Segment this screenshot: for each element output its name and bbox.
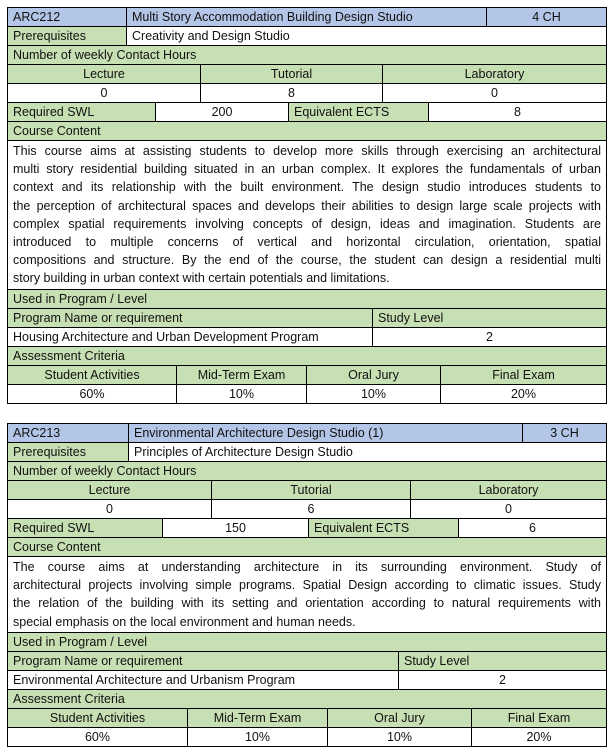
midterm-value: 10% xyxy=(188,728,328,746)
content-row xyxy=(7,141,607,290)
swl-row xyxy=(7,103,607,122)
prerequisites-label: Prerequisites xyxy=(8,443,129,461)
course-content-text xyxy=(8,557,606,632)
lecture-header: Lecture xyxy=(8,481,212,499)
content-line: architectural projects involving simple programs. Spatial Design according to climatic issues. Study xyxy=(13,578,601,593)
tutorial-value: 8 xyxy=(201,84,383,102)
contact-hours-label: Number of weekly Contact Hours xyxy=(8,462,606,480)
swl-label: Required SWL xyxy=(8,103,156,121)
program-name-header: Program Name or requirement xyxy=(8,652,399,670)
oral-jury-value: 10% xyxy=(328,728,472,746)
assessment-header-row xyxy=(7,709,607,728)
assessment-label-row xyxy=(7,347,607,366)
laboratory-header: Laboratory xyxy=(411,481,606,499)
prerequisites-value: Creativity and Design Studio xyxy=(127,27,606,45)
contact-hours-values-row xyxy=(7,84,607,103)
credit-hours: 4 CH xyxy=(487,8,606,26)
swl-label: Required SWL xyxy=(8,519,163,537)
ects-value: 6 xyxy=(459,519,606,537)
content-line: the relation of the building with its setting and orientation according to natural requirements with xyxy=(13,596,601,611)
laboratory-value: 0 xyxy=(411,500,606,518)
program-name: Environmental Architecture and Urbanism Program xyxy=(8,671,399,689)
laboratory-value: 0 xyxy=(383,84,606,102)
program-header-row xyxy=(7,309,607,328)
content-line: story building in urban context with certain potentials and limitations. xyxy=(13,271,390,286)
content-line: multi story residential building situated in an urban complex. It explores the fundamentals of urban xyxy=(13,162,601,177)
program-name-header: Program Name or requirement xyxy=(8,309,373,327)
assessment-criteria-label: Assessment Criteria xyxy=(8,347,606,365)
ects-value: 8 xyxy=(429,103,606,121)
title-row xyxy=(7,7,607,27)
program-values-row xyxy=(7,328,607,347)
final-exam-header: Final Exam xyxy=(441,366,606,384)
course-title: Environmental Architecture Design Studio (1) xyxy=(129,424,523,442)
ects-label: Equivalent ECTS xyxy=(289,103,429,121)
contact-hours-header-row xyxy=(7,481,607,500)
contact-hours-label: Number of weekly Contact Hours xyxy=(8,46,606,64)
prerequisites-row xyxy=(7,27,607,46)
program-values-row xyxy=(7,671,607,690)
final-exam-value: 20% xyxy=(441,385,606,403)
midterm-header: Mid-Term Exam xyxy=(188,709,328,727)
credit-hours: 3 CH xyxy=(523,424,606,442)
lecture-value: 0 xyxy=(8,500,212,518)
content-line: This course aims at assisting students to develop more skills through exercising an architectural xyxy=(13,144,601,158)
study-level: 2 xyxy=(399,671,606,689)
contact-hours-values-row xyxy=(7,500,607,519)
content-line: context and its relationship with the built environment. The design studio introduces students to xyxy=(13,180,601,195)
assessment-values-row xyxy=(7,728,607,747)
prerequisites-value: Principles of Architecture Design Studio xyxy=(129,443,606,461)
lecture-header: Lecture xyxy=(8,65,201,83)
course-content-label: Course Content xyxy=(8,122,606,140)
tutorial-header: Tutorial xyxy=(201,65,383,83)
student-activities-value: 60% xyxy=(8,385,177,403)
title-row xyxy=(7,423,607,443)
course-code: ARC213 xyxy=(8,424,129,442)
tutorial-value: 6 xyxy=(212,500,411,518)
used-in-program-label: Used in Program / Level xyxy=(8,290,606,308)
assessment-values-row xyxy=(7,385,607,404)
course-content-label: Course Content xyxy=(8,538,606,556)
contact-hours-header-row xyxy=(7,65,607,84)
program-label-row xyxy=(7,633,607,652)
course-table-arc212 xyxy=(7,7,607,404)
laboratory-header: Laboratory xyxy=(383,65,606,83)
content-line: complex spatial requirements involving concepts of design, ideas and imagination. Students are xyxy=(13,216,601,231)
ects-label: Equivalent ECTS xyxy=(309,519,459,537)
content-line: The course aims at understanding architecture in its surrounding environment. Study of xyxy=(13,560,601,574)
assessment-criteria-label: Assessment Criteria xyxy=(8,690,606,708)
program-header-row xyxy=(7,652,607,671)
program-name: Housing Architecture and Urban Development Program xyxy=(8,328,373,346)
oral-jury-header: Oral Jury xyxy=(328,709,472,727)
prerequisites-row xyxy=(7,443,607,462)
oral-jury-value: 10% xyxy=(307,385,441,403)
study-level-header: Study Level xyxy=(399,652,606,670)
content-line: compositions and structure. By the end of the course, the student can design a residential multi xyxy=(13,253,601,268)
final-exam-header: Final Exam xyxy=(472,709,606,727)
prerequisites-label: Prerequisites xyxy=(8,27,127,45)
content-row xyxy=(7,557,607,633)
assessment-header-row xyxy=(7,366,607,385)
course-code: ARC212 xyxy=(8,8,127,26)
used-in-program-label: Used in Program / Level xyxy=(8,633,606,651)
course-content-text xyxy=(8,141,606,289)
swl-value: 200 xyxy=(156,103,289,121)
content-line: introduced to multiple concerns of vertical and horizontal circulation, orientation, spatial xyxy=(13,235,601,250)
student-activities-header: Student Activities xyxy=(8,709,188,727)
midterm-header: Mid-Term Exam xyxy=(177,366,307,384)
swl-value: 150 xyxy=(163,519,309,537)
contact-hours-label-row xyxy=(7,462,607,481)
assessment-label-row xyxy=(7,690,607,709)
lecture-value: 0 xyxy=(8,84,201,102)
student-activities-header: Student Activities xyxy=(8,366,177,384)
study-level-header: Study Level xyxy=(373,309,606,327)
student-activities-value: 60% xyxy=(8,728,188,746)
course-title: Multi Story Accommodation Building Design Studio xyxy=(127,8,487,26)
course-table-arc213 xyxy=(7,423,607,747)
midterm-value: 10% xyxy=(177,385,307,403)
content-line: the perception of architectural spaces and develops their abilities to design large scale projects with xyxy=(13,198,601,213)
tutorial-header: Tutorial xyxy=(212,481,411,499)
contact-hours-label-row xyxy=(7,46,607,65)
content-label-row xyxy=(7,538,607,557)
content-line: special emphasis on the local environment and human needs. xyxy=(13,614,356,629)
program-label-row xyxy=(7,290,607,309)
final-exam-value: 20% xyxy=(472,728,606,746)
content-label-row xyxy=(7,122,607,141)
oral-jury-header: Oral Jury xyxy=(307,366,441,384)
swl-row xyxy=(7,519,607,538)
study-level: 2 xyxy=(373,328,606,346)
